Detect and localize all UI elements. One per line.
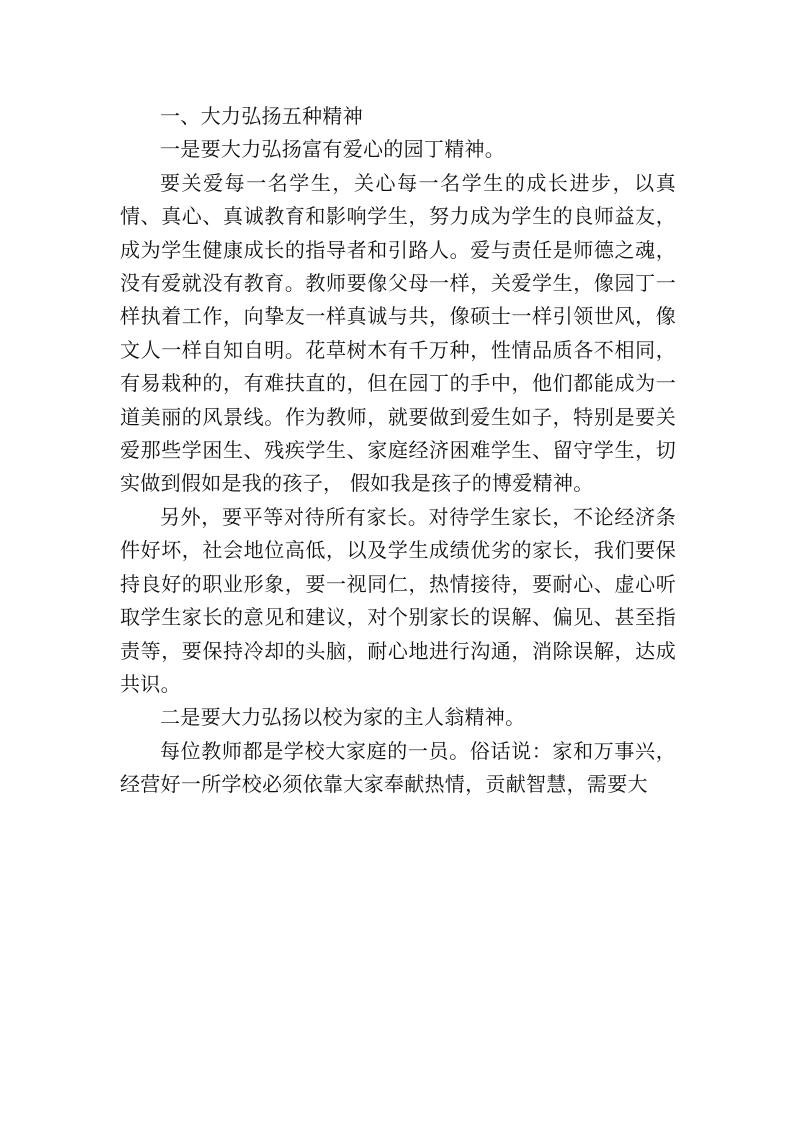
section-heading: 一、大力弘扬五种精神 — [160, 104, 363, 128]
document-body — [120, 100, 676, 802]
body-paragraph: 要关爱每一名学生，关心每一名学生的成长进步，以真情、真心、真诚教育和影响学生，努力成为学生的良师益友，成为学生健康成长的指导者和引路人。爱与责任是师德之魂，没有爱就没有教育。教师要像父母一样，关爱学生，像园丁一样执着工作，向挚友一样真诚与共，像硕士一样引领世风，像文人一样自知自明。花草树木有千万种，性情品质各不相同，有易栽种的，有难扶直的，但在园丁的手中，他们都能成为一道美丽的风景线。作为教师，就要做到爱生如子，特别是要关爱那些学困生、残疾学生、家庭经济困难学生、留守学生，切实做到假如是我的孩子， 假如我是孩子的博爱精神。 — [120, 170, 676, 496]
subsection-heading-2: 二是要大力弘扬以校为家的主人翁精神。 — [160, 705, 526, 730]
subsection-heading-1: 一是要大力弘扬富有爱心的园丁精神。 — [160, 137, 506, 162]
body-paragraph: 另外，要平等对待所有家长。对待学生家长，不论经济条件好坏，社会地位高低，以及学生成绩优劣的家长，我们要保持良好的职业形象，要一视同仁，热情接待，要耐心、虚心听取学生家长的意见和建议，对个别家长的误解、偏见、甚至指责等，要保持冷却的头脑，耐心地进行沟通，消除误解，达成共识。 — [120, 504, 676, 696]
body-paragraph: 每位教师都是学校大家庭的一员。俗话说：家和万事兴，经营好一所学校必须依靠大家奉献热情，贡献智慧，需要大 — [120, 738, 676, 797]
